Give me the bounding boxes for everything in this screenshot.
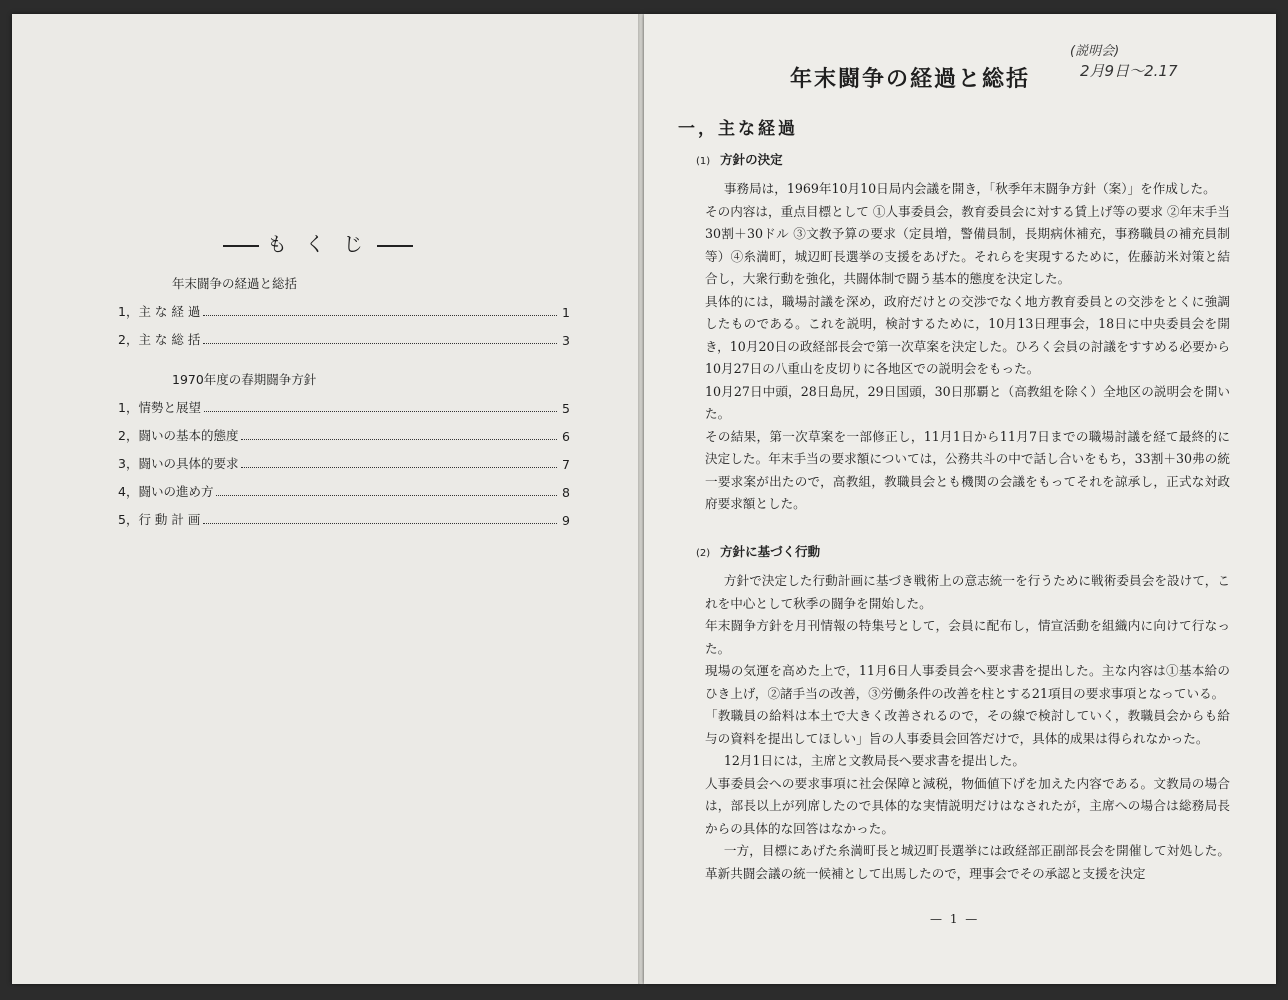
document-title: 年末闘争の経過と総括 (790, 67, 1031, 92)
toc-section1-heading: 年末闘争の経過と総括 (172, 276, 298, 291)
paragraph: その結果，第一次草案を一部修正し，11月1日から11月7日までの職場討議を経て最終的に決定した。年末手当の要求額については，公務共斗の中で話し合いをもち，33割＋30弗の統一要求案が出たので，高教組，教職員会とも機関の会議をもってそれを諒承し，正式な対政府要求額とした。 (705, 428, 1230, 511)
paragraph: 人事委員会への要求事項に社会保障と減税，物価値下げを加えた内容である。文教局の場合は，部長以上が列席したので具体的な実情説明だけはなされたが，主席への場合は総務局長からの具体的な回答はなかった。 (705, 775, 1230, 836)
paragraph: 方針で決定した行動計画に基づき戦術上の意志統一を行うために戦術委員会を設けて，これを中心として秋季の闘争を開始した。 (705, 573, 1230, 611)
toc-entry[interactable]: 1，情勢と展望 5 (118, 400, 570, 416)
toc-entry[interactable]: 5，行 動 計 画 9 (118, 512, 570, 528)
paragraph: 現場の気運を高めた上で，11月6日人事委員会へ要求書を提出した。主な内容は①基本給のひき上げ，②諸手当の改善，③労働条件の改善を柱とする21項目の要求事項となっている。 (705, 663, 1230, 701)
subsection-2-body (705, 570, 1230, 885)
paragraph: 具体的には，職場討議を深め，政府だけとの交渉でなく地方教育委員との交渉をとくに強調したものである。これを説明，検討するために，10月13日理事会，18日に中央委員会を開き，10月20日の政経部長会で第一次草案を決定した。ひろく会員の討議をすすめる必要から10月27日の八重山を皮切りに各地区での説明会をもった。 (705, 293, 1230, 376)
toc-entry[interactable]: 4，闘いの進め方 8 (118, 484, 570, 500)
toc-entry[interactable]: 2，主 な 総 括 3 (118, 332, 570, 348)
paragraph: 12月1日には，主席と文教局長へ要求書を提出した。 (723, 753, 1025, 768)
toc-section2-heading: 1970年度の春期闘争方針 (172, 372, 317, 387)
paragraph: 年末闘争方針を月刊情報の特集号として，会員に配布し，情宣活動を組織内に向けて行なった。 (705, 618, 1230, 656)
subsection-1-body (705, 178, 1230, 516)
subsection-heading-1: (1) 方針の決定 (696, 152, 783, 167)
paragraph: その内容は，重点目標として ①人事委員会，教育委員会に対する賃上げ等の要求 ②年末手当30割＋30ドル ③文教予算の要求（定員増，警備員制，長期病休補充，事務職員の補充員制等）④糸満町，城辺町長選挙の支援をあげた。それらを実現するために，佐藤訪米対策と結合し，大衆行動を強化，共闘体制で闘う基本的態度を決定した。 (705, 203, 1230, 286)
toc-entry[interactable]: 3，闘いの具体的要求 7 (118, 456, 570, 472)
paragraph: 事務局は，1969年10月10日局内会議を開き，「秋季年末闘争方針（案）」を作成した。 (723, 181, 1216, 196)
paragraph: 「教職員の給料は本土で大きく改善されるので，その線で検討していく，教職員会からも給与の資料を提出してほしい」旨の人事委員会回答だけで，具体的成果は得られなかった。 (705, 708, 1230, 746)
section-heading: 一，主な経過 (678, 119, 798, 139)
paragraph: 10月27日中頭，28日島尻，29日国頭，30日那覇と（高教組を除く）全地区の説明会を開いた。 (705, 383, 1230, 421)
toc-title: もくじ (215, 228, 421, 257)
paragraph: 一方，目標にあげた糸満町長と城辺町長選挙には政経部正副部長会を開催して対処した。革新共闘会議の統一候補として出馬したので，理事会でその承認と支援を決定 (705, 843, 1230, 881)
toc-entry[interactable]: 1，主 な 経 過 1 (118, 304, 570, 320)
toc-entry[interactable]: 2，闘いの基本的態度 6 (118, 428, 570, 444)
subsection-heading-2: (2) 方針に基づく行動 (696, 544, 821, 559)
handwritten-note: (説明会) 2月9日〜2.17 (1070, 44, 1178, 80)
page-number: — 1 — (930, 912, 980, 926)
